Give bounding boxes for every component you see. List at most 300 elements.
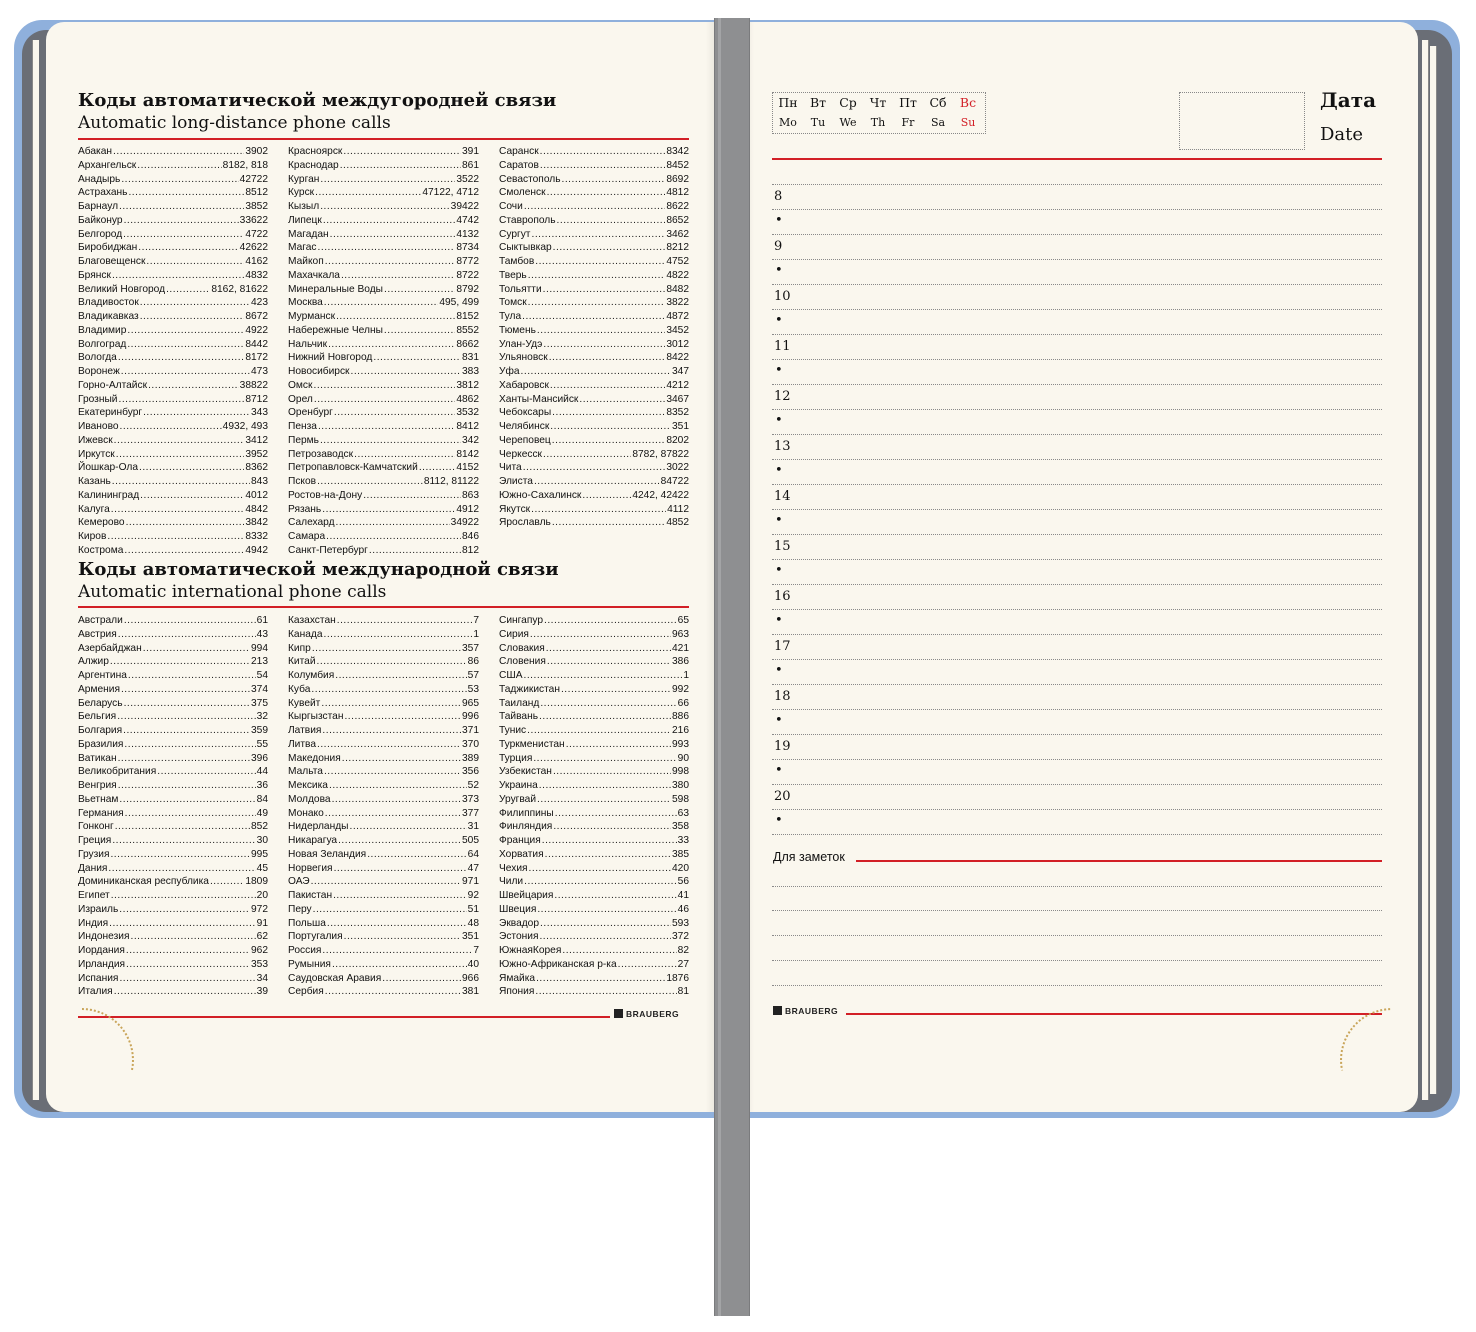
place-name: Астрахань: [78, 187, 128, 199]
international-codes-column-3: [499, 614, 689, 999]
dial-code: 3532: [456, 407, 479, 419]
dial-code: 39: [256, 986, 268, 998]
place-name: Кыргызстан: [288, 711, 344, 723]
dot-leader: [521, 365, 671, 379]
dial-code: 39422: [450, 201, 479, 212]
place-name: Нидерланды: [288, 821, 349, 833]
list-item: [499, 365, 689, 379]
dot-leader: [553, 765, 671, 779]
list-item: [288, 145, 479, 159]
place-name: Йошкар-Ола: [78, 462, 138, 474]
place-name: Мурманск: [288, 311, 336, 322]
ruled-line: [772, 484, 1382, 485]
list-item: [288, 365, 479, 379]
dial-code: 998: [672, 766, 689, 778]
place-name: Армения: [78, 683, 120, 695]
place-name: Салехард: [288, 517, 335, 529]
dot-leader: [338, 834, 461, 848]
dot-leader: [367, 848, 466, 862]
place-name: Кострома: [78, 544, 124, 556]
date-box[interactable]: [1179, 92, 1305, 150]
place-name: Саудовская Аравия: [288, 972, 382, 984]
weekday-ru[interactable]: Ср: [839, 95, 857, 110]
dial-code: 216: [672, 725, 689, 736]
dial-code: 7: [473, 945, 479, 956]
list-item: [288, 324, 479, 338]
list-item: [288, 338, 479, 352]
ruled-line: [772, 634, 1382, 635]
list-item: [78, 903, 268, 917]
place-name: Улан-Удэ: [499, 338, 543, 350]
dot-leader: [540, 145, 666, 159]
right-footer-line: [846, 1013, 1382, 1015]
header-divider: [772, 158, 1382, 160]
dial-code: 8422: [666, 352, 689, 364]
place-name: Абакан: [78, 146, 113, 157]
dial-code: 41: [677, 890, 689, 901]
place-name: Барнаул: [78, 201, 119, 212]
place-name: Алжир: [78, 656, 109, 668]
dial-code: 91: [256, 917, 268, 929]
place-name: Чебоксары: [499, 407, 552, 419]
dot-leader: [119, 903, 250, 917]
place-name: Владикавказ: [78, 311, 139, 322]
dot-leader: [342, 752, 461, 766]
place-name: Тверь: [499, 269, 527, 281]
dot-leader: [320, 200, 449, 214]
place-name: Перу: [288, 903, 312, 915]
dot-leader: [562, 944, 676, 958]
dial-code: 47122, 4712: [422, 187, 479, 199]
ruled-line: [772, 935, 1382, 936]
place-name: Белгород: [78, 228, 123, 240]
ruled-line: [772, 384, 1382, 385]
dot-leader: [549, 351, 666, 365]
place-name: Уфа: [499, 366, 520, 377]
list-item: [499, 503, 689, 517]
dial-code: 372: [672, 931, 689, 943]
dot-leader: [543, 283, 666, 297]
dot-leader: [530, 628, 671, 642]
place-name: Биробиджан: [78, 242, 138, 254]
dial-code: 52: [467, 780, 479, 791]
dot-leader: [534, 475, 660, 489]
list-item: [499, 738, 689, 752]
place-name: Эстония: [499, 931, 539, 943]
list-item: [78, 475, 268, 489]
place-name: Кызыл: [288, 201, 320, 212]
dot-leader: [311, 875, 461, 889]
place-name: Сыктывкар: [499, 242, 552, 254]
dial-code: 81: [677, 986, 689, 998]
list-item: [499, 642, 689, 656]
dial-code: 342: [462, 434, 479, 446]
dial-code: 8692: [666, 173, 689, 185]
dot-leader: [138, 241, 238, 255]
list-item: [288, 475, 479, 489]
place-name: Канада: [288, 628, 323, 640]
dial-code: 8172: [245, 352, 268, 364]
weekday-en[interactable]: Mo: [779, 116, 797, 129]
ruled-line: [772, 659, 1382, 660]
list-item: [78, 516, 268, 530]
dot-leader: [336, 516, 450, 530]
domestic-codes-column-1: [78, 145, 268, 558]
dial-code: 66: [677, 697, 689, 709]
list-item: [499, 516, 689, 530]
list-item: [499, 862, 689, 876]
dial-code: 347: [672, 366, 689, 377]
dot-leader: [547, 186, 666, 200]
dot-leader: [314, 393, 455, 407]
dot-leader: [317, 738, 461, 752]
place-name: Венгрия: [78, 780, 117, 791]
ruled-line: [772, 334, 1382, 335]
dot-leader: [325, 985, 461, 999]
list-item: [78, 393, 268, 407]
place-name: Томск: [499, 297, 527, 309]
list-item: [78, 214, 268, 228]
place-name: Сирия: [499, 628, 529, 640]
list-item: [499, 324, 689, 338]
dial-code: 40: [467, 958, 479, 970]
list-item: [288, 173, 479, 187]
dot-leader: [325, 807, 461, 821]
place-name: Иваново: [78, 421, 119, 432]
dot-leader: [111, 889, 256, 903]
list-item: [499, 793, 689, 807]
dial-code: 47: [467, 862, 479, 874]
place-name: Доминиканская республика: [78, 876, 209, 888]
dial-code: 4842: [245, 503, 268, 515]
dial-code: 33: [677, 835, 689, 846]
place-name: Казань: [78, 476, 111, 487]
place-name: Горно-Алтайск: [78, 379, 148, 391]
list-item: [288, 779, 479, 793]
list-item: [78, 752, 268, 766]
dot-leader: [552, 406, 665, 420]
dot-leader: [317, 475, 423, 489]
dial-code: 4722: [245, 228, 268, 240]
list-item: [499, 283, 689, 297]
dot-leader: [322, 944, 472, 958]
dot-leader: [550, 379, 665, 393]
dial-code: 861: [462, 159, 479, 171]
page-edge: [32, 40, 39, 1100]
place-name: Бельгия: [78, 711, 117, 723]
list-item: [78, 365, 268, 379]
dot-leader: [114, 434, 245, 448]
list-item: [499, 779, 689, 793]
dial-code: 3852: [245, 201, 268, 212]
list-item: [78, 379, 268, 393]
weekday-ru[interactable]: Вс: [959, 95, 977, 110]
dial-code: 8412: [456, 421, 479, 432]
dial-code: 966: [462, 972, 479, 984]
place-name: Вьетнам: [78, 793, 119, 805]
dot-leader: [113, 145, 244, 159]
dot-leader: [126, 958, 250, 972]
page-edge: [1422, 40, 1429, 1100]
dot-leader: [336, 310, 455, 324]
place-name: Ижевск: [78, 434, 113, 446]
dot-leader: [562, 173, 666, 187]
list-item: [499, 724, 689, 738]
dial-code: 995: [251, 848, 268, 860]
place-name: ЮжнаяКорея: [499, 945, 562, 956]
list-item: [499, 655, 689, 669]
place-name: Анадырь: [78, 173, 121, 185]
dot-leader: [320, 434, 461, 448]
dot-leader: [554, 889, 676, 903]
list-item: [288, 752, 479, 766]
dot-leader: [334, 862, 467, 876]
dot-leader: [114, 985, 256, 999]
dot-leader: [543, 448, 631, 462]
right-page: [748, 22, 1418, 1112]
bookmark-ribbon[interactable]: [714, 18, 750, 1316]
list-item: [499, 889, 689, 903]
list-item: [288, 434, 479, 448]
dial-code: 1: [683, 670, 689, 681]
weekday-en[interactable]: We: [839, 116, 857, 129]
dial-code: 351: [672, 421, 689, 432]
list-item: [78, 489, 268, 503]
list-item: [288, 655, 479, 669]
dial-code: 4852: [666, 517, 689, 529]
dial-code: 46: [677, 903, 689, 915]
dot-leader: [552, 516, 666, 530]
list-item: [78, 255, 268, 269]
list-item: [499, 669, 689, 683]
international-title-en: Automatic international phone calls: [78, 582, 387, 602]
weekday-ru[interactable]: Пн: [778, 95, 798, 110]
dot-leader: [334, 406, 455, 420]
dial-code: 3012: [666, 338, 689, 350]
dial-code: 4242, 42422: [632, 489, 689, 501]
dot-leader: [321, 697, 461, 711]
dial-code: 3412: [245, 434, 268, 446]
dial-code: 3462: [666, 228, 689, 240]
dot-leader: [126, 944, 250, 958]
dot-leader: [318, 420, 455, 434]
place-name: Грозный: [78, 393, 118, 405]
dot-leader: [112, 834, 255, 848]
list-item: [499, 752, 689, 766]
place-name: Аргентина: [78, 670, 127, 681]
list-item: [499, 255, 689, 269]
dial-code: 8362: [245, 462, 268, 474]
place-name: Эквадор: [499, 917, 540, 929]
dial-code: 84722: [660, 476, 689, 487]
dot-leader: [140, 296, 250, 310]
hour-label: 15: [774, 539, 791, 554]
dial-code: 505: [462, 835, 479, 846]
hour-label: 19: [774, 739, 791, 754]
bullet: •: [775, 813, 783, 828]
dot-leader: [528, 269, 666, 283]
dot-leader: [139, 461, 244, 475]
place-name: Украина: [499, 780, 538, 791]
dot-leader: [123, 228, 244, 242]
dial-code: 495, 499: [439, 297, 479, 309]
weekday-ru[interactable]: Сб: [929, 95, 947, 110]
dot-leader: [124, 697, 250, 711]
place-name: Владивосток: [78, 297, 139, 309]
weekday-ru[interactable]: Чт: [869, 95, 887, 110]
dot-leader: [117, 710, 255, 724]
international-divider: [78, 606, 689, 608]
place-name: Хабаровск: [499, 379, 549, 391]
dial-code: 45: [256, 862, 268, 874]
place-name: Гонконг: [78, 821, 114, 833]
dial-code: 373: [462, 793, 479, 805]
weekday-en[interactable]: Tu: [810, 116, 826, 129]
dot-leader: [313, 903, 467, 917]
place-name: Словакия: [499, 642, 545, 654]
list-item: [78, 228, 268, 242]
place-name: Санкт-Петербург: [288, 544, 368, 556]
dot-leader: [337, 614, 473, 628]
dot-leader: [535, 255, 665, 269]
place-name: Уругвай: [499, 793, 537, 805]
list-item: [288, 958, 479, 972]
dot-leader: [124, 544, 244, 558]
dial-code: 86: [467, 656, 479, 668]
dial-code: 8792: [456, 283, 479, 295]
dot-leader: [533, 752, 676, 766]
domestic-title-en: Automatic long-distance phone calls: [78, 113, 391, 133]
dial-code: 992: [672, 683, 689, 695]
list-item: [78, 807, 268, 821]
list-item: [78, 930, 268, 944]
dot-leader: [126, 516, 245, 530]
list-item: [78, 738, 268, 752]
list-item: [78, 655, 268, 669]
list-item: [78, 200, 268, 214]
dot-leader: [618, 958, 677, 972]
list-item: [499, 903, 689, 917]
dial-code: 8622: [666, 201, 689, 212]
dot-leader: [109, 917, 256, 931]
list-item: [288, 903, 479, 917]
place-name: Архангельск: [78, 159, 137, 171]
dot-leader: [118, 351, 244, 365]
dot-leader: [354, 448, 455, 462]
dial-code: 27: [677, 958, 689, 970]
ruled-line: [772, 910, 1382, 911]
weekday-en[interactable]: Su: [960, 116, 976, 129]
dot-leader: [550, 420, 671, 434]
place-name: Мальта: [288, 766, 323, 778]
bullet: •: [775, 763, 783, 778]
place-name: Словения: [499, 656, 546, 668]
dial-code: 965: [462, 697, 479, 709]
dial-code: 8734: [456, 242, 479, 254]
list-item: [288, 516, 479, 530]
place-name: Череповец: [499, 434, 551, 446]
dot-leader: [324, 296, 439, 310]
dial-code: 8142: [456, 448, 479, 460]
list-item: [288, 406, 479, 420]
dial-code: 4132: [456, 228, 479, 240]
list-item: [499, 807, 689, 821]
dot-leader: [210, 875, 244, 889]
list-item: [499, 241, 689, 255]
list-item: [288, 820, 479, 834]
dial-code: 43: [256, 628, 268, 640]
dot-leader: [332, 793, 461, 807]
bullet: •: [775, 263, 783, 278]
place-name: Байконур: [78, 214, 123, 226]
dial-code: 8152: [456, 311, 479, 322]
list-item: [78, 351, 268, 365]
place-name: Россия: [288, 945, 322, 956]
weekday-en[interactable]: Sa: [930, 116, 946, 129]
dial-code: 370: [462, 738, 479, 750]
place-name: Казахстан: [288, 615, 336, 626]
list-item: [288, 310, 479, 324]
dot-leader: [317, 655, 467, 669]
list-item: [288, 875, 479, 889]
dial-code: 8662: [456, 338, 479, 350]
weekday-ru[interactable]: Вт: [809, 95, 827, 110]
place-name: Тула: [499, 311, 522, 322]
international-codes-column-1: [78, 614, 268, 999]
weekday-en[interactable]: Fr: [901, 116, 915, 129]
place-name: Китай: [288, 656, 316, 668]
dial-code: 4162: [245, 256, 268, 267]
brand-logo-right: [773, 1006, 838, 1016]
list-item: [288, 214, 479, 228]
dot-leader: [121, 365, 250, 379]
dial-code: 53: [467, 683, 479, 695]
bullet: •: [775, 713, 783, 728]
dial-code: 386: [672, 656, 689, 668]
dot-leader: [522, 310, 665, 324]
dial-code: 4872: [666, 311, 689, 322]
ruled-line: [772, 809, 1382, 810]
brand-icon: [773, 1006, 782, 1015]
list-item: [288, 159, 479, 173]
dial-code: 994: [251, 642, 268, 654]
dot-leader: [326, 530, 461, 544]
weekday-ru[interactable]: Пт: [899, 95, 917, 110]
dial-code: 8722: [456, 269, 479, 281]
dial-code: 49: [256, 807, 268, 819]
page-edge: [1430, 46, 1437, 1094]
place-name: Набережные Челны: [288, 324, 383, 336]
weekday-en[interactable]: Th: [870, 116, 886, 129]
dial-code: 420: [672, 862, 689, 874]
place-name: Португалия: [288, 931, 343, 943]
notes-divider: [856, 860, 1382, 862]
dot-leader: [116, 448, 245, 462]
place-name: Германия: [78, 807, 124, 819]
list-item: [78, 834, 268, 848]
list-item: [288, 503, 479, 517]
list-item: [78, 420, 268, 434]
list-item: [499, 296, 689, 310]
list-item: [78, 862, 268, 876]
ruled-line: [772, 284, 1382, 285]
dot-leader: [343, 145, 461, 159]
list-item: [499, 985, 689, 999]
place-name: Филиппины: [499, 807, 554, 819]
hour-label: 17: [774, 639, 791, 654]
dot-leader: [332, 958, 467, 972]
dot-leader: [124, 214, 239, 228]
